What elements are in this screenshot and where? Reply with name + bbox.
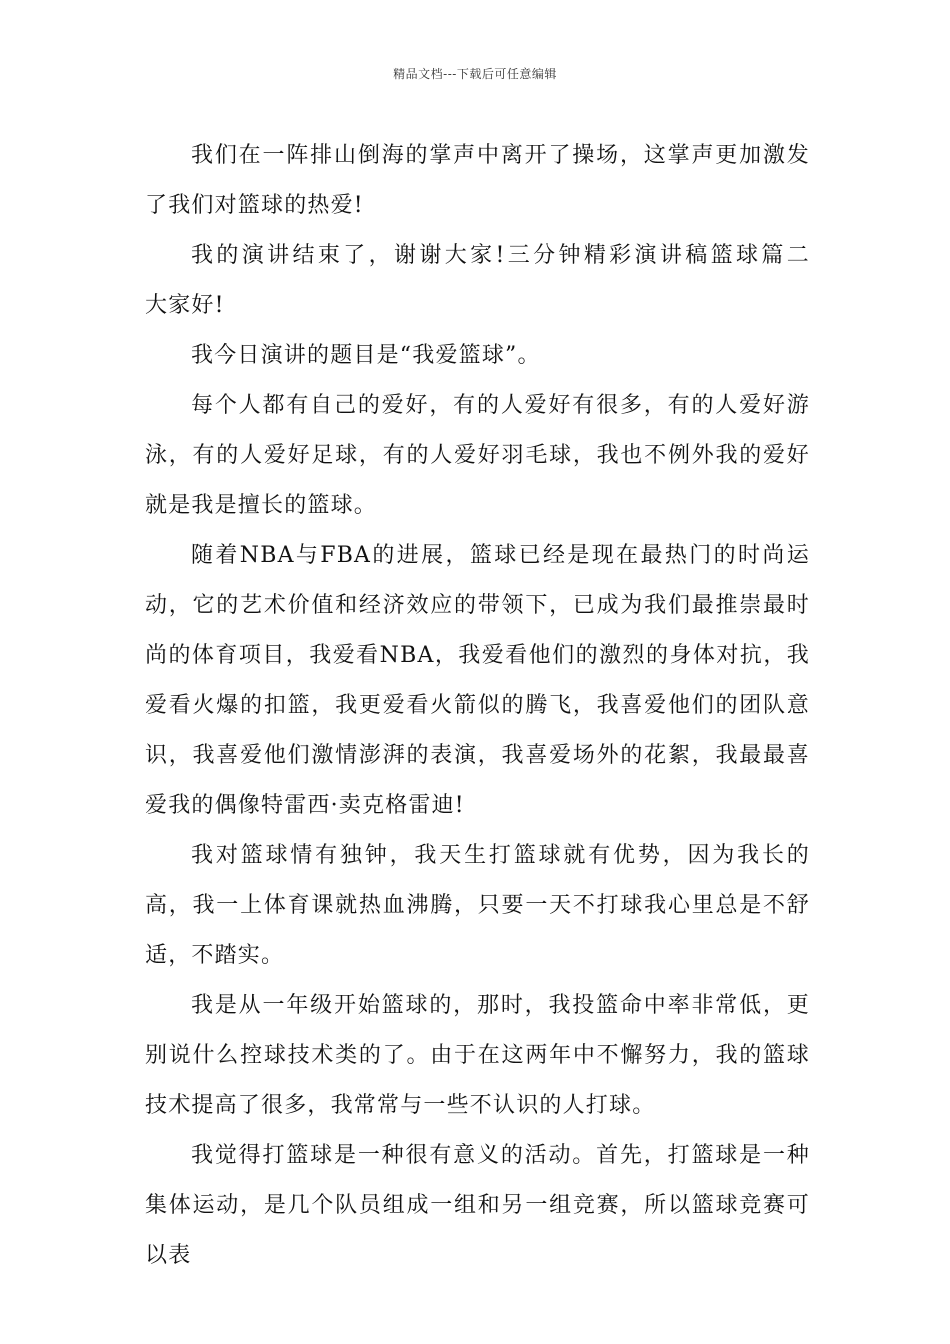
paragraph: 我的演讲结束了，谢谢大家!三分钟精彩演讲稿篮球篇二 大家好! [145,243,857,318]
paragraph: 我今日演讲的题目是“我爱篮球”。 [191,343,541,368]
paragraph: 我对篮球情有独钟，我天生打篮球就有优势，因为我长的高，我一上体育课就热血沸腾，只要一天不打球我心里总是不舒适，不踏实。 [145,843,810,968]
paragraph: 我们在一阵排山倒海的掌声中离开了操场，这掌声更加激发了我们对篮球的热爱! [145,143,810,218]
paragraph: 每个人都有自己的爱好，有的人爱好有很多，有的人爱好游泳，有的人爱好足球，有的人爱好羽毛球，我也不例外我的爱好就是我是擅长的篮球。 [145,393,810,518]
document-body [145,131,857,1281]
page-header: 精品文档---下载后可任意编辑 [393,67,557,81]
paragraph: 我是从一年级开始篮球的，那时，我投篮命中率非常低，更别说什么控球技术类的了。由于在这两年中不懈努力，我的篮球技术提高了很多，我常常与一些不认识的人打球。 [145,993,810,1118]
paragraph: 随着NBA与FBA的进展，篮球已经是现在最热门的时尚运动，它的艺术价值和经济效应的带领下，已成为我们最推崇最时尚的体育项目，我爱看NBA，我爱看他们的激烈的身体对抗，我爱看火爆的扣篮，我更爱看火箭似的腾飞，我喜爱他们的团队意识，我喜爱他们激情澎湃的表演，我喜爱场外的花絮，我最最喜爱我的偶像特雷西·卖克格雷迪! [145,543,810,818]
paragraph: 我觉得打篮球是一种很有意义的活动。首先，打篮球是一种集体运动，是几个队员组成一组和另一组竞赛，所以篮球竞赛可以表 [145,1143,810,1268]
